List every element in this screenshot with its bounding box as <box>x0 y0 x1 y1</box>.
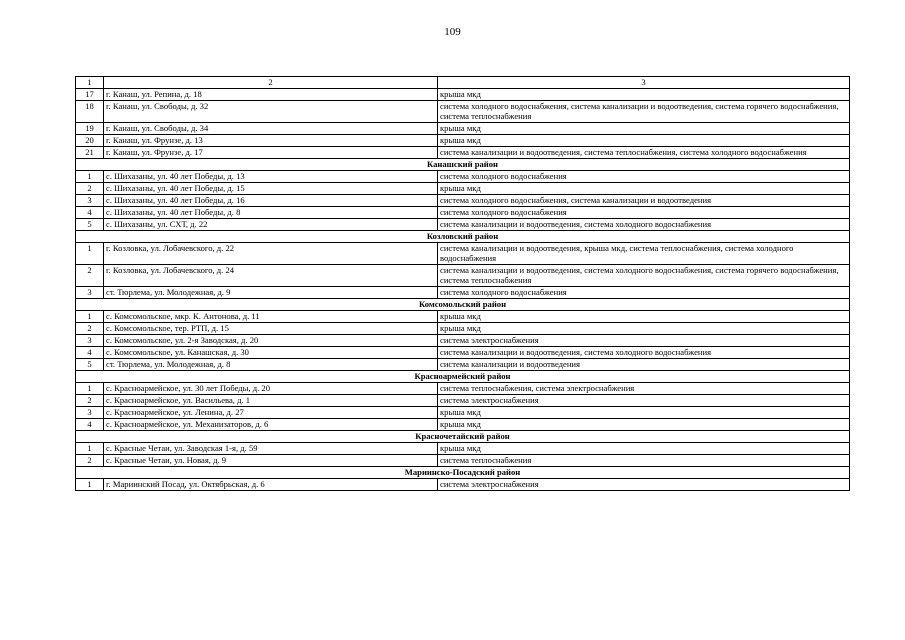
row-systems: система канализации и водоотведения, система холодного водоснабжения <box>438 347 850 359</box>
row-address: ст. Тюрлема, ул. Молодежная, д. 8 <box>104 359 438 371</box>
row-systems: система холодного водоснабжения, система канализации и водоотведения <box>438 195 850 207</box>
row-number: 5 <box>76 359 104 371</box>
table-row <box>76 195 850 207</box>
table-row <box>76 395 850 407</box>
row-number: 20 <box>76 135 104 147</box>
row-systems: крыша мкд <box>438 183 850 195</box>
table-row <box>76 101 850 123</box>
district-title: Мариинско-Посадский район <box>76 467 850 479</box>
table-row <box>76 347 850 359</box>
row-systems: крыша мкд <box>438 323 850 335</box>
row-systems: система канализации и водоотведения, система холодного водоснабжения <box>438 219 850 231</box>
table-row <box>76 219 850 231</box>
row-systems: система теплоснабжения, система электроснабжения <box>438 383 850 395</box>
table-row <box>76 419 850 431</box>
row-systems: крыша мкд <box>438 89 850 101</box>
district-title: Красночетайский район <box>76 431 850 443</box>
row-address: г. Канаш, ул. Свободы, д. 32 <box>104 101 438 123</box>
row-address: г. Канаш, ул. Фрунзе, д. 17 <box>104 147 438 159</box>
row-address: с. Шихазаны, ул. 40 лет Победы, д. 15 <box>104 183 438 195</box>
row-systems: крыша мкд <box>438 419 850 431</box>
table-row <box>76 89 850 101</box>
row-address: с. Комсомольское, мкр. К. Антонова, д. 11 <box>104 311 438 323</box>
district-section-row <box>76 159 850 171</box>
row-systems: крыша мкд <box>438 443 850 455</box>
column-number-2: 2 <box>104 77 438 89</box>
row-address: с. Шихазаны, ул. 40 лет Победы, д. 8 <box>104 207 438 219</box>
row-number: 2 <box>76 455 104 467</box>
row-number: 17 <box>76 89 104 101</box>
table-row <box>76 335 850 347</box>
registry-table-body <box>76 77 850 491</box>
table-row <box>76 479 850 491</box>
table-row <box>76 287 850 299</box>
table-row <box>76 359 850 371</box>
row-address: с. Шихазаны, ул. 40 лет Победы, д. 13 <box>104 171 438 183</box>
row-number: 1 <box>76 443 104 455</box>
row-number: 1 <box>76 171 104 183</box>
row-systems: система канализации и водоотведения, система холодного водоснабжения, система горячего водоснабжения, система теплоснабжения <box>438 265 850 287</box>
row-address: с. Красные Четаи, ул. Новая, д. 9 <box>104 455 438 467</box>
row-number: 1 <box>76 383 104 395</box>
row-number: 2 <box>76 323 104 335</box>
district-section-row <box>76 431 850 443</box>
row-number: 3 <box>76 287 104 299</box>
district-section-row <box>76 299 850 311</box>
row-number: 3 <box>76 195 104 207</box>
table-row <box>76 147 850 159</box>
row-address: г. Козловка, ул. Лобачевского, д. 24 <box>104 265 438 287</box>
row-number: 2 <box>76 265 104 287</box>
page-number: 109 <box>444 26 461 38</box>
column-number-row <box>76 77 850 89</box>
row-address: с. Шихазаны, ул. СХТ, д. 22 <box>104 219 438 231</box>
row-number: 4 <box>76 347 104 359</box>
row-address: с. Комсомольское, тер. РТП, д. 15 <box>104 323 438 335</box>
row-number: 1 <box>76 243 104 265</box>
row-systems: система теплоснабжения <box>438 455 850 467</box>
table-row <box>76 243 850 265</box>
row-number: 4 <box>76 419 104 431</box>
district-title: Козловский район <box>76 231 850 243</box>
row-number: 3 <box>76 407 104 419</box>
row-number: 21 <box>76 147 104 159</box>
row-systems: система холодного водоснабжения <box>438 287 850 299</box>
row-number: 3 <box>76 335 104 347</box>
row-address: ст. Тюрлема, ул. Молодежная, д. 9 <box>104 287 438 299</box>
column-number-1: 1 <box>76 77 104 89</box>
row-address: с. Красноармейское, ул. Васильева, д. 1 <box>104 395 438 407</box>
table-row <box>76 171 850 183</box>
district-section-row <box>76 467 850 479</box>
table-row <box>76 135 850 147</box>
table-row <box>76 455 850 467</box>
table-row <box>76 265 850 287</box>
district-title: Канашский район <box>76 159 850 171</box>
table-row <box>76 443 850 455</box>
row-systems: крыша мкд <box>438 311 850 323</box>
row-number: 2 <box>76 395 104 407</box>
table-row <box>76 183 850 195</box>
table-row <box>76 207 850 219</box>
district-section-row <box>76 231 850 243</box>
row-address: с. Красные Четаи, ул. Заводская 1-я, д. 59 <box>104 443 438 455</box>
row-address: с. Красноармейское, ул. Механизаторов, д. 6 <box>104 419 438 431</box>
row-systems: система канализации и водоотведения, система теплоснабжения, система холодного водоснабжения <box>438 147 850 159</box>
row-number: 18 <box>76 101 104 123</box>
table-row <box>76 407 850 419</box>
row-systems: система электроснабжения <box>438 335 850 347</box>
table-row <box>76 323 850 335</box>
row-address: г. Мариинский Посад, ул. Октябрьская, д. 6 <box>104 479 438 491</box>
row-systems: система электроснабжения <box>438 479 850 491</box>
row-address: с. Красноармейское, ул. 30 лет Победы, д. 20 <box>104 383 438 395</box>
row-address: с. Красноармейское, ул. Ленина, д. 27 <box>104 407 438 419</box>
row-address: г. Канаш, ул. Репина, д. 18 <box>104 89 438 101</box>
row-address: с. Комсомольское, ул. 2-я Заводская, д. 20 <box>104 335 438 347</box>
district-section-row <box>76 371 850 383</box>
row-number: 5 <box>76 219 104 231</box>
table-row <box>76 383 850 395</box>
row-systems: система электроснабжения <box>438 395 850 407</box>
row-number: 19 <box>76 123 104 135</box>
district-title: Красноармейский район <box>76 371 850 383</box>
row-number: 1 <box>76 311 104 323</box>
row-address: с. Комсомольское, ул. Канашская, д. 30 <box>104 347 438 359</box>
row-number: 1 <box>76 479 104 491</box>
row-systems: система холодного водоснабжения <box>438 171 850 183</box>
row-number: 2 <box>76 183 104 195</box>
table-row <box>76 311 850 323</box>
row-systems: крыша мкд <box>438 123 850 135</box>
row-address: г. Канаш, ул. Фрунзе, д. 13 <box>104 135 438 147</box>
row-number: 4 <box>76 207 104 219</box>
registry-table <box>75 76 850 491</box>
column-number-3: 3 <box>438 77 850 89</box>
row-systems: крыша мкд <box>438 135 850 147</box>
row-address: г. Канаш, ул. Свободы, д. 34 <box>104 123 438 135</box>
row-systems: система канализации и водоотведения, крыша мкд, система теплоснабжения, система холодного водоснабжения <box>438 243 850 265</box>
row-systems: система канализации и водоотведения <box>438 359 850 371</box>
row-address: г. Козловка, ул. Лобачевского, д. 22 <box>104 243 438 265</box>
table-row <box>76 123 850 135</box>
row-systems: система холодного водоснабжения, система канализации и водоотведения, система горячего водоснабжения, система теплоснабжения <box>438 101 850 123</box>
row-address: с. Шихазаны, ул. 40 лет Победы, д. 16 <box>104 195 438 207</box>
row-systems: крыша мкд <box>438 407 850 419</box>
row-systems: система холодного водоснабжения <box>438 207 850 219</box>
district-title: Комсомольский район <box>76 299 850 311</box>
